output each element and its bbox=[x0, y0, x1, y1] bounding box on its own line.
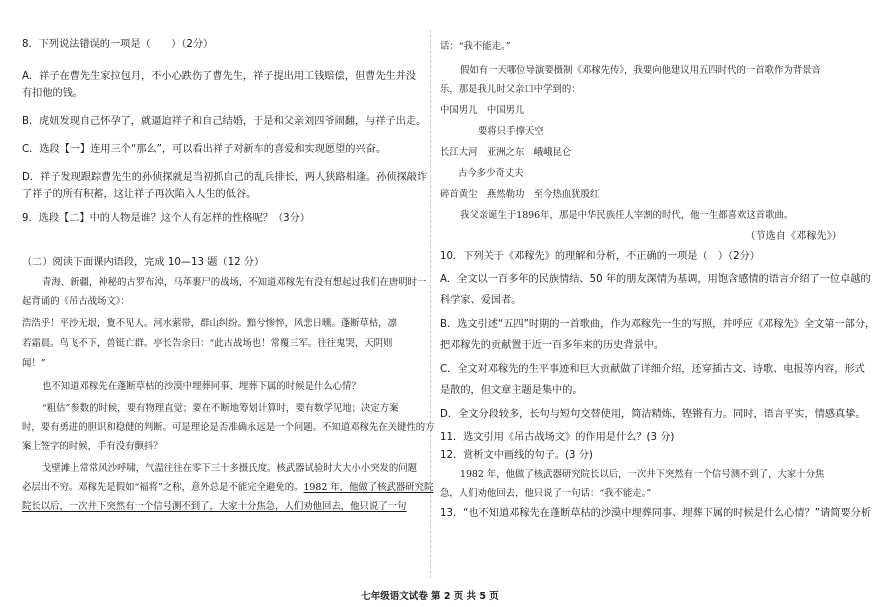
song-line-4: 古今多少奇丈夫 bbox=[458, 168, 524, 179]
q8-option-a-line2: 有扣他的钱。 bbox=[22, 88, 84, 99]
q8-option-c: C．选段【一】连用三个“那么”，可以看出祥子对新车的喜爱和实现愿望的兴奋。 bbox=[22, 144, 387, 155]
q10-option-a-line1: A．全文以一百多年的民族情结、50 年的朋友深情为基调，用饱含感情的语言介绍了一位卓越的 bbox=[440, 274, 871, 285]
passage-continuation: 话：“我不能走。” bbox=[440, 41, 511, 52]
q10-option-d: D．全文分段较多，长句与短句交替使用，简洁精炼，铿锵有力。同时，语言平实，情感真挚。 bbox=[440, 409, 866, 420]
q8-stem: 8．下列说法错误的一项是（ ）（2分） bbox=[22, 39, 214, 50]
passage-p3: 也不知道邓稼先在蓬断草枯的沙漠中埋葬同事、埋葬下属的时候是什么心情？ bbox=[42, 381, 361, 392]
passage-p2-line2: 若霜晨。鸟飞不下，兽铤亡群。亭长告余曰：“此古战场也！常覆三军。往往鬼哭，天阴则 bbox=[22, 338, 393, 349]
q12-quote-line1: 1982 年，他做了核武器研究院长以后，一次井下突然有一个信号测不到了，大家十分焦 bbox=[460, 469, 825, 480]
passage-p4-line2: 时，要有勇进的胆识和稳健的判断。可是理论是否准确永远是一个问题。不知道邓稼先在关键性的方 bbox=[22, 422, 435, 433]
right-column bbox=[440, 40, 875, 521]
q10-option-a-line2: 科学家、爱国者。 bbox=[440, 295, 522, 306]
underlined-sentence-line2: 院长以后，一次井下突然有一个信号测不到了，大家十分焦急，人们劝他回去，他只说了一句 bbox=[22, 501, 407, 512]
q10-option-b-line1: B．选文引述“五四”时期的一首歌曲，作为邓稼先一生的写照，并呼应《邓稼先》全文第一部分， bbox=[440, 319, 875, 330]
q8-option-d-line1: D．祥子发现跟踪曹先生的孙侦探就是当初抓自己的乱兵排长，两人狭路相逢。孙侦探敲诈 bbox=[22, 172, 428, 183]
q10-option-b-line2: 把邓稼先的贡献置于近一百多年来的历史背景中。 bbox=[440, 340, 665, 351]
passage-p4-line1: “粗估”参数的时候，要有物理直觉；要在不断地筹划计算时，要有数学见地；决定方案 bbox=[42, 403, 399, 414]
section-heading: （二）阅读下面课内语段，完成 10—13 题（12 分） bbox=[22, 257, 265, 268]
passage-p6-line1: 假如有一天哪位导演要摄制《邓稼先传》，我要向他建议用五四时代的一首歌作为背景音 bbox=[460, 65, 821, 76]
passage-p5-line2-text: 必层出不穷。邓稼先是假如“福将”之称，意外总是不能完全避免的。 bbox=[22, 482, 304, 493]
question-12: 12．赏析文中画线的句子。(3 分) bbox=[440, 450, 593, 461]
song-line-1: 中国男儿 中国男儿 bbox=[440, 105, 525, 116]
passage-source: （节选自《邓稼先》） bbox=[745, 231, 842, 242]
passage-p1-line2: 起背诵的《吊古战场文》： bbox=[22, 296, 130, 307]
song-line-5: 碎首黄尘 燕然勒功 至今热血犹殷红 bbox=[440, 189, 600, 200]
passage-p5-line1: 戈壁滩上常常风沙呼啸，气温往往在零下三十多摄氏度。核武器试验时大大小小突发的问题 bbox=[42, 463, 418, 474]
passage-p5-line2 bbox=[22, 481, 434, 495]
question-13: 13．“也不知道邓稼先在蓬断草枯的沙漠中埋葬同事、埋葬下属的时候是什么心情？”请简要分析 bbox=[440, 508, 872, 519]
q8-option-b: B．虎妞发现自己怀孕了，就逼迫祥子和自己结婚，于是和父亲刘四爷闹翻，与祥子出走。 bbox=[22, 116, 427, 127]
passage-p2-line1: 浩浩乎！平沙无垠，夐不见人。河水萦带，群山纠纷。黯兮惨悴，风悲日曛。蓬断草枯，凛 bbox=[22, 318, 398, 329]
passage-p2-line3: 闻！” bbox=[22, 358, 46, 369]
passage-p4-line3: 案上签字的时候，手有没有颤抖？ bbox=[22, 441, 163, 452]
underlined-sentence-start: 1982 年，他做了核武器研究院 bbox=[303, 482, 434, 493]
question-10: 10．下列关于《邓稼先》的理解和分析，不正确的一项是（ ）（2分） bbox=[440, 251, 760, 262]
q12-quote-line2: 急，人们劝他回去，他只说了一句话：“我不能走。” bbox=[440, 488, 652, 499]
passage-p7: 我父亲诞生于1896年，那是中华民族任人宰割的时代，他一生都喜欢这首歌曲。 bbox=[460, 210, 794, 221]
passage-p6-line2: 乐，那是我儿时父亲口中学到的： bbox=[440, 84, 581, 95]
question-9: 9．选段【二】中的人物是谁？这个人有怎样的性格呢？（3分） bbox=[22, 213, 311, 224]
column-divider bbox=[430, 30, 431, 578]
question-8 bbox=[22, 38, 428, 202]
page-footer: 七年级语文试卷 第 2 页 共 5 页 bbox=[361, 591, 499, 602]
q8-option-a-line1: A．祥子在曹先生家拉包月，不小心跌伤了曹先生，祥子提出用工钱赔偿，但曹先生并没 bbox=[22, 71, 417, 82]
q10-option-c-line2: 是散的，但文章主题是集中的。 bbox=[440, 385, 583, 396]
song-line-2: 要将只手撑天空 bbox=[478, 126, 544, 137]
q10-option-c-line1: C．全文对邓稼先的生平事迹和巨大贡献做了详细介绍，还穿插古文、诗歌、电报等内容，形式 bbox=[440, 364, 865, 375]
song-line-3: 长江大河 亚洲之东 峨峨昆仑 bbox=[440, 147, 572, 158]
left-column bbox=[22, 38, 435, 514]
passage-p1-line1: 青海、新疆，神秘的古罗布淖，马革裹尸的战场，不知道邓稼先有没有想起过我们在唐明时一 bbox=[42, 277, 427, 288]
q8-option-d-line2: 了祥子的所有积蓄，这让祥子再次陷入人生的低谷。 bbox=[22, 189, 257, 200]
question-11: 11．选文引用《吊古战场文》的作用是什么？(3 分) bbox=[440, 432, 675, 443]
